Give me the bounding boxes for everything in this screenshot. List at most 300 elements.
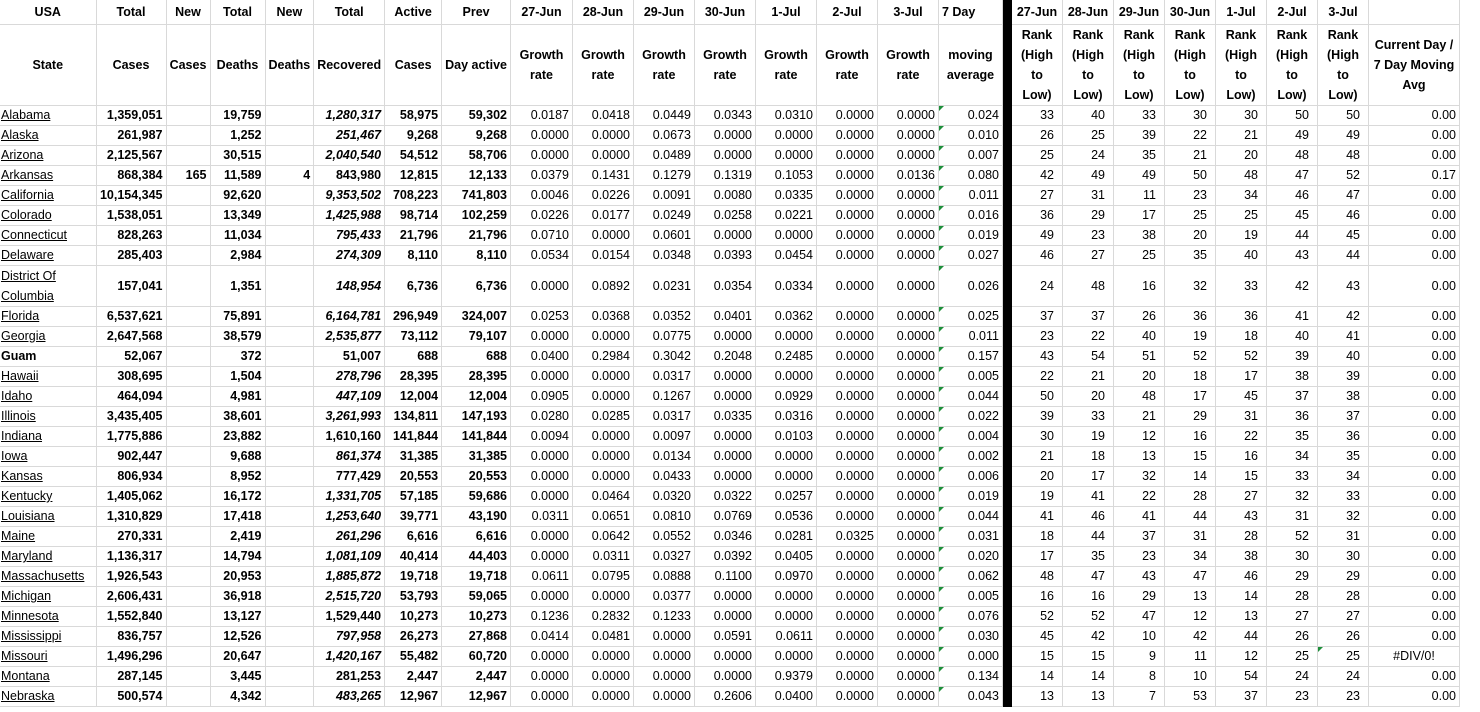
- rank-cell[interactable]: 41: [1011, 506, 1062, 526]
- growth-rate-cell[interactable]: 0.0000: [816, 185, 877, 205]
- rank-cell[interactable]: 22: [1113, 486, 1164, 506]
- current-ratio-cell[interactable]: 0.17: [1368, 165, 1459, 185]
- rank-cell[interactable]: 44: [1317, 245, 1368, 265]
- value-cell[interactable]: 92,620: [210, 185, 265, 205]
- growth-rate-cell[interactable]: 0.0000: [694, 446, 755, 466]
- growth-rate-cell[interactable]: 0.0000: [816, 366, 877, 386]
- recovered-cell[interactable]: 278,796: [314, 366, 385, 386]
- rank-cell[interactable]: 29: [1062, 205, 1113, 225]
- growth-rate-cell[interactable]: 0.1267: [633, 386, 694, 406]
- value-cell[interactable]: [166, 506, 210, 526]
- column-header[interactable]: Rank (High to Low): [1062, 24, 1113, 105]
- rank-cell[interactable]: 27: [1011, 185, 1062, 205]
- rank-cell[interactable]: 34: [1215, 185, 1266, 205]
- value-cell[interactable]: 21,796: [442, 225, 511, 245]
- rank-cell[interactable]: 9: [1113, 646, 1164, 666]
- rank-cell[interactable]: 30: [1266, 546, 1317, 566]
- value-cell[interactable]: 12,526: [210, 626, 265, 646]
- value-cell[interactable]: [265, 626, 314, 646]
- rank-cell[interactable]: 13: [1164, 586, 1215, 606]
- rank-cell[interactable]: 30: [1215, 105, 1266, 125]
- value-cell[interactable]: [265, 406, 314, 426]
- rank-cell[interactable]: 37: [1011, 306, 1062, 326]
- growth-rate-cell[interactable]: 0.0320: [633, 486, 694, 506]
- growth-rate-cell[interactable]: 0.0000: [877, 386, 938, 406]
- rank-cell[interactable]: 42: [1266, 265, 1317, 306]
- value-cell[interactable]: [265, 646, 314, 666]
- recovered-cell[interactable]: 797,958: [314, 626, 385, 646]
- rank-cell[interactable]: 27: [1215, 486, 1266, 506]
- column-header[interactable]: Rank (High to Low): [1317, 24, 1368, 105]
- growth-rate-cell[interactable]: 0.0489: [633, 145, 694, 165]
- value-cell[interactable]: 21,796: [385, 225, 442, 245]
- value-cell[interactable]: [265, 145, 314, 165]
- rank-cell[interactable]: 52: [1011, 606, 1062, 626]
- column-header[interactable]: Prev: [442, 0, 511, 24]
- value-cell[interactable]: [166, 125, 210, 145]
- column-header[interactable]: Cases: [166, 24, 210, 105]
- rank-cell[interactable]: 48: [1266, 145, 1317, 165]
- growth-rate-cell[interactable]: 0.0481: [572, 626, 633, 646]
- rank-cell[interactable]: 40: [1317, 346, 1368, 366]
- value-cell[interactable]: [265, 326, 314, 346]
- value-cell[interactable]: 868,384: [96, 165, 166, 185]
- value-cell[interactable]: 2,606,431: [96, 586, 166, 606]
- value-cell[interactable]: [166, 366, 210, 386]
- value-cell[interactable]: 23,882: [210, 426, 265, 446]
- column-header[interactable]: 28-Jun: [1062, 0, 1113, 24]
- growth-rate-cell[interactable]: 0.0000: [816, 406, 877, 426]
- growth-rate-cell[interactable]: 0.0000: [755, 145, 816, 165]
- current-ratio-cell[interactable]: 0.00: [1368, 406, 1459, 426]
- rank-cell[interactable]: 24: [1011, 265, 1062, 306]
- rank-cell[interactable]: 12: [1164, 606, 1215, 626]
- moving-average-cell[interactable]: 0.002: [938, 446, 1002, 466]
- value-cell[interactable]: 806,934: [96, 466, 166, 486]
- value-cell[interactable]: 75,891: [210, 306, 265, 326]
- rank-cell[interactable]: 31: [1266, 506, 1317, 526]
- growth-rate-cell[interactable]: 0.0000: [572, 386, 633, 406]
- growth-rate-cell[interactable]: 0.0000: [633, 646, 694, 666]
- value-cell[interactable]: [166, 566, 210, 586]
- moving-average-cell[interactable]: 0.005: [938, 586, 1002, 606]
- state-name-cell[interactable]: Georgia: [0, 326, 96, 346]
- value-cell[interactable]: 12,004: [442, 386, 511, 406]
- growth-rate-cell[interactable]: 0.0000: [816, 326, 877, 346]
- growth-rate-cell[interactable]: 0.0000: [510, 326, 572, 346]
- value-cell[interactable]: 10,273: [442, 606, 511, 626]
- growth-rate-cell[interactable]: 0.0000: [633, 666, 694, 686]
- moving-average-cell[interactable]: 0.005: [938, 366, 1002, 386]
- moving-average-cell[interactable]: 0.000: [938, 646, 1002, 666]
- growth-rate-cell[interactable]: 0.0325: [816, 526, 877, 546]
- rank-cell[interactable]: 15: [1215, 466, 1266, 486]
- rank-cell[interactable]: 40: [1266, 326, 1317, 346]
- rank-cell[interactable]: 35: [1062, 546, 1113, 566]
- value-cell[interactable]: 30,515: [210, 145, 265, 165]
- value-cell[interactable]: 12,133: [442, 165, 511, 185]
- growth-rate-cell[interactable]: 0.0103: [755, 426, 816, 446]
- column-header[interactable]: New: [166, 0, 210, 24]
- value-cell[interactable]: 308,695: [96, 366, 166, 386]
- growth-rate-cell[interactable]: 0.0177: [572, 205, 633, 225]
- value-cell[interactable]: 2,419: [210, 526, 265, 546]
- value-cell[interactable]: 165: [166, 165, 210, 185]
- value-cell[interactable]: 4,981: [210, 386, 265, 406]
- growth-rate-cell[interactable]: 0.0000: [510, 546, 572, 566]
- growth-rate-cell[interactable]: 0.0000: [816, 165, 877, 185]
- rank-cell[interactable]: 48: [1113, 386, 1164, 406]
- rank-cell[interactable]: 42: [1011, 165, 1062, 185]
- current-ratio-cell[interactable]: 0.00: [1368, 386, 1459, 406]
- rank-cell[interactable]: 7: [1113, 686, 1164, 706]
- recovered-cell[interactable]: 843,980: [314, 165, 385, 185]
- value-cell[interactable]: 13,127: [210, 606, 265, 626]
- growth-rate-cell[interactable]: 0.0000: [816, 386, 877, 406]
- rank-cell[interactable]: 36: [1215, 306, 1266, 326]
- growth-rate-cell[interactable]: 0.0000: [816, 586, 877, 606]
- column-header[interactable]: Rank (High to Low): [1164, 24, 1215, 105]
- rank-cell[interactable]: 19: [1215, 225, 1266, 245]
- current-ratio-cell[interactable]: 0.00: [1368, 326, 1459, 346]
- state-name-cell[interactable]: Kentucky: [0, 486, 96, 506]
- state-name-cell[interactable]: Mississippi: [0, 626, 96, 646]
- growth-rate-cell[interactable]: 0.0000: [510, 145, 572, 165]
- growth-rate-cell[interactable]: 0.0000: [816, 346, 877, 366]
- value-cell[interactable]: 57,185: [385, 486, 442, 506]
- rank-cell[interactable]: 31: [1317, 526, 1368, 546]
- column-header[interactable]: 30-Jun: [1164, 0, 1215, 24]
- rank-cell[interactable]: 48: [1317, 145, 1368, 165]
- rank-cell[interactable]: 42: [1062, 626, 1113, 646]
- moving-average-cell[interactable]: 0.027: [938, 245, 1002, 265]
- rank-cell[interactable]: 24: [1266, 666, 1317, 686]
- rank-cell[interactable]: 23: [1113, 546, 1164, 566]
- value-cell[interactable]: 688: [442, 346, 511, 366]
- growth-rate-cell[interactable]: 0.0316: [755, 406, 816, 426]
- growth-rate-cell[interactable]: 0.0000: [877, 586, 938, 606]
- recovered-cell[interactable]: 483,265: [314, 686, 385, 706]
- value-cell[interactable]: 141,844: [442, 426, 511, 446]
- growth-rate-cell[interactable]: 0.0405: [755, 546, 816, 566]
- rank-cell[interactable]: 17: [1062, 466, 1113, 486]
- value-cell[interactable]: 43,190: [442, 506, 511, 526]
- rank-cell[interactable]: 35: [1317, 446, 1368, 466]
- recovered-cell[interactable]: 274,309: [314, 245, 385, 265]
- rank-cell[interactable]: 40: [1062, 105, 1113, 125]
- moving-average-cell[interactable]: 0.010: [938, 125, 1002, 145]
- state-name-cell[interactable]: Arizona: [0, 145, 96, 165]
- growth-rate-cell[interactable]: 0.0000: [877, 265, 938, 306]
- growth-rate-cell[interactable]: 0.0377: [633, 586, 694, 606]
- column-header[interactable]: 2-Jul: [816, 0, 877, 24]
- rank-cell[interactable]: 22: [1164, 125, 1215, 145]
- recovered-cell[interactable]: 251,467: [314, 125, 385, 145]
- value-cell[interactable]: 28,395: [442, 366, 511, 386]
- rank-cell[interactable]: 46: [1062, 506, 1113, 526]
- growth-rate-cell[interactable]: 0.0000: [755, 646, 816, 666]
- value-cell[interactable]: 44,403: [442, 546, 511, 566]
- value-cell[interactable]: [265, 566, 314, 586]
- value-cell[interactable]: 40,414: [385, 546, 442, 566]
- column-header[interactable]: Total: [210, 0, 265, 24]
- rank-cell[interactable]: 43: [1215, 506, 1266, 526]
- rank-cell[interactable]: 11: [1113, 185, 1164, 205]
- growth-rate-cell[interactable]: 0.0000: [755, 446, 816, 466]
- value-cell[interactable]: 17,418: [210, 506, 265, 526]
- rank-cell[interactable]: 21: [1215, 125, 1266, 145]
- growth-rate-cell[interactable]: 0.0343: [694, 105, 755, 125]
- growth-rate-cell[interactable]: 0.0000: [510, 586, 572, 606]
- value-cell[interactable]: 60,720: [442, 646, 511, 666]
- rank-cell[interactable]: 18: [1215, 326, 1266, 346]
- value-cell[interactable]: 2,984: [210, 245, 265, 265]
- growth-rate-cell[interactable]: 0.0414: [510, 626, 572, 646]
- column-header[interactable]: Rank (High to Low): [1215, 24, 1266, 105]
- rank-cell[interactable]: 16: [1164, 426, 1215, 446]
- value-cell[interactable]: 1,538,051: [96, 205, 166, 225]
- rank-cell[interactable]: 47: [1317, 185, 1368, 205]
- growth-rate-cell[interactable]: 0.0000: [816, 626, 877, 646]
- growth-rate-cell[interactable]: 0.0534: [510, 245, 572, 265]
- value-cell[interactable]: 157,041: [96, 265, 166, 306]
- growth-rate-cell[interactable]: 0.0000: [877, 466, 938, 486]
- value-cell[interactable]: 3,435,405: [96, 406, 166, 426]
- value-cell[interactable]: [265, 105, 314, 125]
- rank-cell[interactable]: 53: [1164, 686, 1215, 706]
- rank-cell[interactable]: 13: [1113, 446, 1164, 466]
- recovered-cell[interactable]: 1,529,440: [314, 606, 385, 626]
- growth-rate-cell[interactable]: 0.0334: [755, 265, 816, 306]
- state-name-cell[interactable]: Iowa: [0, 446, 96, 466]
- value-cell[interactable]: 1,405,062: [96, 486, 166, 506]
- current-ratio-cell[interactable]: 0.00: [1368, 366, 1459, 386]
- growth-rate-cell[interactable]: 0.0379: [510, 165, 572, 185]
- rank-cell[interactable]: 35: [1113, 145, 1164, 165]
- growth-rate-cell[interactable]: 0.0000: [816, 265, 877, 306]
- value-cell[interactable]: 12,967: [442, 686, 511, 706]
- rank-cell[interactable]: 22: [1215, 426, 1266, 446]
- growth-rate-cell[interactable]: 0.0094: [510, 426, 572, 446]
- column-header[interactable]: Deaths: [210, 24, 265, 105]
- value-cell[interactable]: 464,094: [96, 386, 166, 406]
- column-header[interactable]: 7 Day: [938, 0, 1002, 24]
- growth-rate-cell[interactable]: 0.0464: [572, 486, 633, 506]
- growth-rate-cell[interactable]: 0.0000: [572, 446, 633, 466]
- value-cell[interactable]: [265, 225, 314, 245]
- value-cell[interactable]: [166, 686, 210, 706]
- value-cell[interactable]: 296,949: [385, 306, 442, 326]
- growth-rate-cell[interactable]: 0.0454: [755, 245, 816, 265]
- rank-cell[interactable]: 33: [1011, 105, 1062, 125]
- growth-rate-cell[interactable]: 0.0000: [694, 666, 755, 686]
- rank-cell[interactable]: 38: [1266, 366, 1317, 386]
- rank-cell[interactable]: 29: [1164, 406, 1215, 426]
- rank-cell[interactable]: 37: [1215, 686, 1266, 706]
- value-cell[interactable]: [265, 506, 314, 526]
- state-name-cell[interactable]: Indiana: [0, 426, 96, 446]
- growth-rate-cell[interactable]: 0.0346: [694, 526, 755, 546]
- rank-cell[interactable]: 41: [1266, 306, 1317, 326]
- state-name-cell[interactable]: Nebraska: [0, 686, 96, 706]
- rank-cell[interactable]: 32: [1164, 265, 1215, 306]
- growth-rate-cell[interactable]: 0.0000: [816, 666, 877, 686]
- rank-cell[interactable]: 30: [1317, 546, 1368, 566]
- recovered-cell[interactable]: 1,610,160: [314, 426, 385, 446]
- column-header[interactable]: 28-Jun: [572, 0, 633, 24]
- rank-cell[interactable]: 28: [1266, 586, 1317, 606]
- rank-cell[interactable]: 44: [1215, 626, 1266, 646]
- current-ratio-cell[interactable]: 0.00: [1368, 306, 1459, 326]
- rank-cell[interactable]: 40: [1113, 326, 1164, 346]
- growth-rate-cell[interactable]: 0.0000: [755, 366, 816, 386]
- growth-rate-cell[interactable]: 0.0000: [755, 326, 816, 346]
- rank-cell[interactable]: 42: [1164, 626, 1215, 646]
- value-cell[interactable]: [166, 426, 210, 446]
- rank-cell[interactable]: 45: [1011, 626, 1062, 646]
- growth-rate-cell[interactable]: 0.0311: [572, 546, 633, 566]
- rank-cell[interactable]: 39: [1266, 346, 1317, 366]
- rank-cell[interactable]: 52: [1215, 346, 1266, 366]
- growth-rate-cell[interactable]: 0.0000: [816, 205, 877, 225]
- current-ratio-cell[interactable]: 0.00: [1368, 105, 1459, 125]
- value-cell[interactable]: 36,918: [210, 586, 265, 606]
- rank-cell[interactable]: 36: [1011, 205, 1062, 225]
- moving-average-cell[interactable]: 0.011: [938, 326, 1002, 346]
- growth-rate-cell[interactable]: 0.0000: [877, 306, 938, 326]
- growth-rate-cell[interactable]: 0.0046: [510, 185, 572, 205]
- growth-rate-cell[interactable]: 0.0000: [694, 125, 755, 145]
- state-name-cell[interactable]: Florida: [0, 306, 96, 326]
- column-header[interactable]: Active: [385, 0, 442, 24]
- growth-rate-cell[interactable]: 0.1319: [694, 165, 755, 185]
- rank-cell[interactable]: 50: [1011, 386, 1062, 406]
- moving-average-cell[interactable]: 0.007: [938, 145, 1002, 165]
- growth-rate-cell[interactable]: 0.0354: [694, 265, 755, 306]
- state-name-cell[interactable]: Kansas: [0, 466, 96, 486]
- value-cell[interactable]: [166, 606, 210, 626]
- growth-rate-cell[interactable]: 0.0285: [572, 406, 633, 426]
- column-header[interactable]: State: [0, 24, 96, 105]
- rank-cell[interactable]: 43: [1317, 265, 1368, 306]
- current-ratio-cell[interactable]: 0.00: [1368, 446, 1459, 466]
- value-cell[interactable]: 902,447: [96, 446, 166, 466]
- value-cell[interactable]: 285,403: [96, 245, 166, 265]
- rank-cell[interactable]: 38: [1215, 546, 1266, 566]
- growth-rate-cell[interactable]: 0.2048: [694, 346, 755, 366]
- rank-cell[interactable]: 22: [1011, 366, 1062, 386]
- growth-rate-cell[interactable]: 0.0000: [816, 486, 877, 506]
- moving-average-cell[interactable]: 0.062: [938, 566, 1002, 586]
- growth-rate-cell[interactable]: 0.0000: [510, 366, 572, 386]
- moving-average-cell[interactable]: 0.031: [938, 526, 1002, 546]
- column-header[interactable]: Rank (High to Low): [1011, 24, 1062, 105]
- growth-rate-cell[interactable]: 0.0710: [510, 225, 572, 245]
- recovered-cell[interactable]: 6,164,781: [314, 306, 385, 326]
- value-cell[interactable]: [265, 366, 314, 386]
- growth-rate-cell[interactable]: 0.0000: [694, 326, 755, 346]
- growth-rate-cell[interactable]: 0.1236: [510, 606, 572, 626]
- growth-rate-cell[interactable]: 0.0253: [510, 306, 572, 326]
- growth-rate-cell[interactable]: 0.0418: [572, 105, 633, 125]
- rank-cell[interactable]: 37: [1266, 386, 1317, 406]
- growth-rate-cell[interactable]: 0.0433: [633, 466, 694, 486]
- value-cell[interactable]: [166, 586, 210, 606]
- rank-cell[interactable]: 10: [1164, 666, 1215, 686]
- growth-rate-cell[interactable]: 0.0317: [633, 406, 694, 426]
- rank-cell[interactable]: 29: [1317, 566, 1368, 586]
- current-ratio-cell[interactable]: 0.00: [1368, 566, 1459, 586]
- column-header[interactable]: 2-Jul: [1266, 0, 1317, 24]
- value-cell[interactable]: [166, 185, 210, 205]
- value-cell[interactable]: 52,067: [96, 346, 166, 366]
- column-header[interactable]: moving average: [938, 24, 1002, 105]
- rank-cell[interactable]: 39: [1011, 406, 1062, 426]
- value-cell[interactable]: 324,007: [442, 306, 511, 326]
- value-cell[interactable]: [265, 346, 314, 366]
- rank-cell[interactable]: 12: [1113, 426, 1164, 446]
- rank-cell[interactable]: 20: [1113, 366, 1164, 386]
- growth-rate-cell[interactable]: 0.0611: [755, 626, 816, 646]
- column-header[interactable]: 3-Jul: [877, 0, 938, 24]
- value-cell[interactable]: 59,065: [442, 586, 511, 606]
- column-header[interactable]: 1-Jul: [755, 0, 816, 24]
- rank-cell[interactable]: 24: [1317, 666, 1368, 686]
- value-cell[interactable]: 16,172: [210, 486, 265, 506]
- current-ratio-cell[interactable]: 0.00: [1368, 265, 1459, 306]
- current-ratio-cell[interactable]: 0.00: [1368, 526, 1459, 546]
- growth-rate-cell[interactable]: 0.0000: [694, 586, 755, 606]
- growth-rate-cell[interactable]: 0.0000: [572, 686, 633, 706]
- value-cell[interactable]: 1,136,317: [96, 546, 166, 566]
- growth-rate-cell[interactable]: 0.0000: [877, 205, 938, 225]
- value-cell[interactable]: 708,223: [385, 185, 442, 205]
- state-name-cell[interactable]: California: [0, 185, 96, 205]
- current-ratio-cell[interactable]: 0.00: [1368, 666, 1459, 686]
- growth-rate-cell[interactable]: 0.0400: [510, 346, 572, 366]
- growth-rate-cell[interactable]: 0.1431: [572, 165, 633, 185]
- value-cell[interactable]: 38,601: [210, 406, 265, 426]
- recovered-cell[interactable]: 447,109: [314, 386, 385, 406]
- value-cell[interactable]: 1,310,829: [96, 506, 166, 526]
- growth-rate-cell[interactable]: 0.0000: [877, 406, 938, 426]
- growth-rate-cell[interactable]: 0.0000: [816, 245, 877, 265]
- growth-rate-cell[interactable]: 0.0591: [694, 626, 755, 646]
- value-cell[interactable]: 31,385: [442, 446, 511, 466]
- current-ratio-cell[interactable]: 0.00: [1368, 506, 1459, 526]
- value-cell[interactable]: 8,110: [442, 245, 511, 265]
- growth-rate-cell[interactable]: 0.0888: [633, 566, 694, 586]
- rank-cell[interactable]: 47: [1164, 566, 1215, 586]
- value-cell[interactable]: 58,706: [442, 145, 511, 165]
- moving-average-cell[interactable]: 0.076: [938, 606, 1002, 626]
- value-cell[interactable]: [265, 586, 314, 606]
- recovered-cell[interactable]: 261,296: [314, 526, 385, 546]
- rank-cell[interactable]: 21: [1113, 406, 1164, 426]
- growth-rate-cell[interactable]: 0.0000: [816, 506, 877, 526]
- rank-cell[interactable]: 25: [1113, 245, 1164, 265]
- growth-rate-cell[interactable]: 0.0335: [755, 185, 816, 205]
- column-header[interactable]: Total: [96, 0, 166, 24]
- column-header[interactable]: Growth rate: [877, 24, 938, 105]
- rank-cell[interactable]: 35: [1164, 245, 1215, 265]
- rank-cell[interactable]: 37: [1113, 526, 1164, 546]
- value-cell[interactable]: [166, 346, 210, 366]
- value-cell[interactable]: 6,537,621: [96, 306, 166, 326]
- value-cell[interactable]: 270,331: [96, 526, 166, 546]
- value-cell[interactable]: 10,273: [385, 606, 442, 626]
- rank-cell[interactable]: 12: [1215, 646, 1266, 666]
